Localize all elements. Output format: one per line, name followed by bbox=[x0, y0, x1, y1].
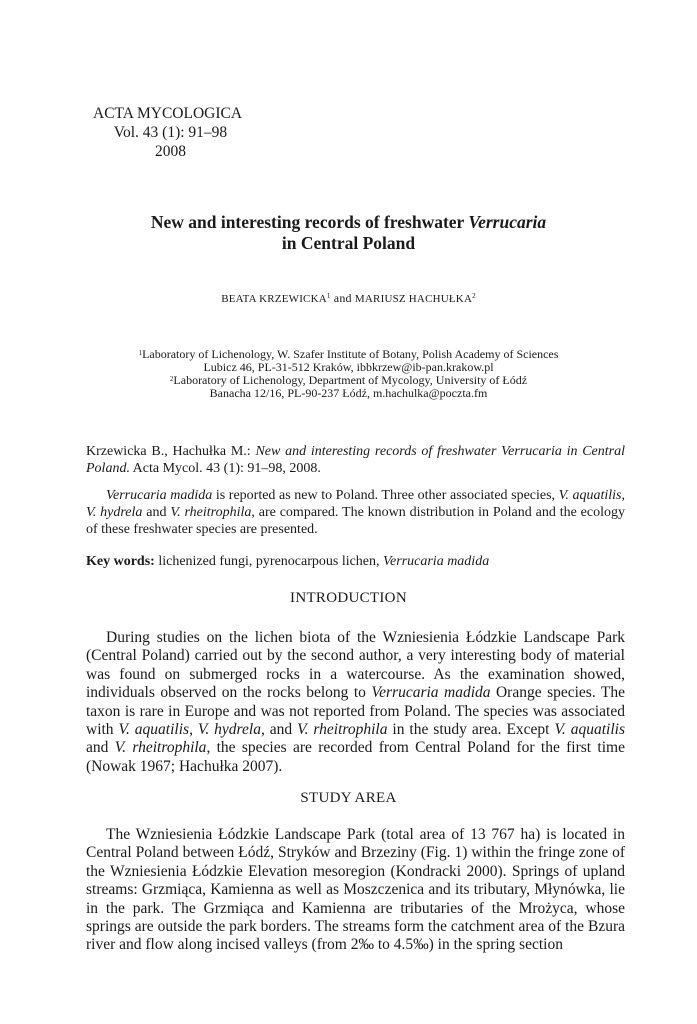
keywords-label: Key words: bbox=[86, 554, 155, 569]
affil-2-sup: 2 bbox=[169, 375, 174, 383]
introduction-heading: INTRODUCTION bbox=[290, 590, 407, 606]
intro-species-4: V. aquatilis bbox=[554, 721, 625, 739]
intro-species-3: V. rheitrophila bbox=[297, 721, 388, 739]
title-genus: Verrucaria bbox=[468, 212, 547, 232]
intro-species-2: V. aquatilis, V. hydrela, bbox=[118, 721, 265, 739]
abstract-text-1: is reported as new to Poland. Three other associated species, bbox=[212, 488, 559, 503]
abstract-species-2: V. aquatilis, V. hydrela bbox=[86, 488, 626, 520]
journal-year: 2008 bbox=[155, 143, 186, 160]
citation bbox=[86, 443, 625, 477]
keywords-species: Verrucaria madida bbox=[383, 554, 490, 569]
author-2-sup: 2 bbox=[472, 292, 476, 300]
introduction-paragraph bbox=[86, 629, 625, 776]
abstract-text-2: and bbox=[142, 505, 171, 520]
citation-source: Acta Mycol. 43 (1): 91–98, 2008. bbox=[129, 461, 321, 476]
citation-authors: Krzewicka B., Hachułka M.: bbox=[86, 444, 256, 459]
affil-2-line2: Banacha 12/16, PL-90-237 Łódź, m.hachulka@poczta.fm bbox=[209, 385, 488, 400]
abstract-species-3: V. rheitrophila bbox=[170, 505, 252, 520]
affil-1-line2: Lubicz 46, PL-31-512 Kraków, ibbkrzew@ib-pan.krakow.pl bbox=[203, 359, 494, 374]
affil-1-line1: Laboratory of Lichenology, W. Szafer Institute of Botany, Polish Academy of Sciences bbox=[142, 347, 559, 361]
authors-and: and bbox=[330, 291, 355, 305]
abstract-text-3: , are compared. The known distribution in Poland and the ecology of these freshwater species are presented. bbox=[86, 505, 625, 537]
author-1-sup: 1 bbox=[326, 292, 331, 300]
keywords-text: lichenized fungi, pyrenocarpous lichen, bbox=[154, 554, 384, 569]
citation-title: New and interesting records of freshwater Verrucaria in Central Poland. bbox=[86, 444, 625, 476]
intro-species-1: Verrucaria madida bbox=[371, 684, 491, 702]
abstract bbox=[86, 487, 625, 538]
author-1: BEATA KRZEWICKA bbox=[221, 293, 327, 305]
affiliations bbox=[0, 347, 697, 399]
authors bbox=[0, 291, 697, 306]
title-line2: in Central Poland bbox=[281, 233, 416, 253]
study-area-paragraph: The Wzniesienia Łódzkie Landscape Park (total area of 13 767 ha) is located in Central Poland between Łódź, Stryków and Brzeziny (Fig. 1) within the fringe zone of the Wzniesienia Łódzkie Elevation mesoregion (Kondracki 2000). Springs of upland streams: Grzmiąca, Kamienna as well as Moszczenica and its tributary, Młynówka, lie in the park. The Grzmiąca and Kamienna are tributaries of the Mrożyca, whose springs are outside the park borders. The streams form the catchment area of the Bzura river and flow along incised valleys (from 2‰ to 4.5‰) in the spring section bbox=[86, 826, 625, 954]
affil-1-sup: 1 bbox=[138, 349, 143, 357]
paper-title bbox=[0, 212, 697, 254]
intro-text-2: Orange species. The taxon is rare in Europe and was not reported from Poland. The species was associated with bbox=[86, 684, 625, 739]
intro-species-5: V. rheitrophila bbox=[114, 739, 207, 757]
author-2: MARIUSZ HACHUŁKA bbox=[354, 293, 473, 305]
intro-text-1: During studies on the lichen biota of the Wzniesienia Łódzkie Landscape Park (Central Poland) carried out by the second author, a very interesting body of material was found on submerged rocks in a watercourse. As the examination showed, individuals observed on the rocks belong to bbox=[86, 629, 625, 702]
study-area-heading: STUDY AREA bbox=[300, 790, 397, 806]
intro-text-6: , the species are recorded from Central Poland for the first time (Nowak 1967; Hachułka 2007). bbox=[86, 739, 625, 775]
journal-volume: Vol. 43 (1): 91–98 bbox=[113, 124, 228, 141]
intro-text-4: in the study area. Except bbox=[387, 721, 555, 739]
affil-2-line1: Laboratory of Lichenology, Department of Mycology, University of Łódź bbox=[173, 373, 528, 387]
intro-text-3: and bbox=[264, 721, 298, 739]
journal-name: ACTA MYCOLOGICA bbox=[93, 105, 243, 122]
abstract-species: Verrucaria madida bbox=[106, 488, 213, 503]
title-line1: New and interesting records of freshwater bbox=[150, 212, 469, 232]
keywords bbox=[86, 553, 625, 570]
journal-header bbox=[93, 104, 248, 161]
intro-text-5: and bbox=[86, 739, 115, 757]
